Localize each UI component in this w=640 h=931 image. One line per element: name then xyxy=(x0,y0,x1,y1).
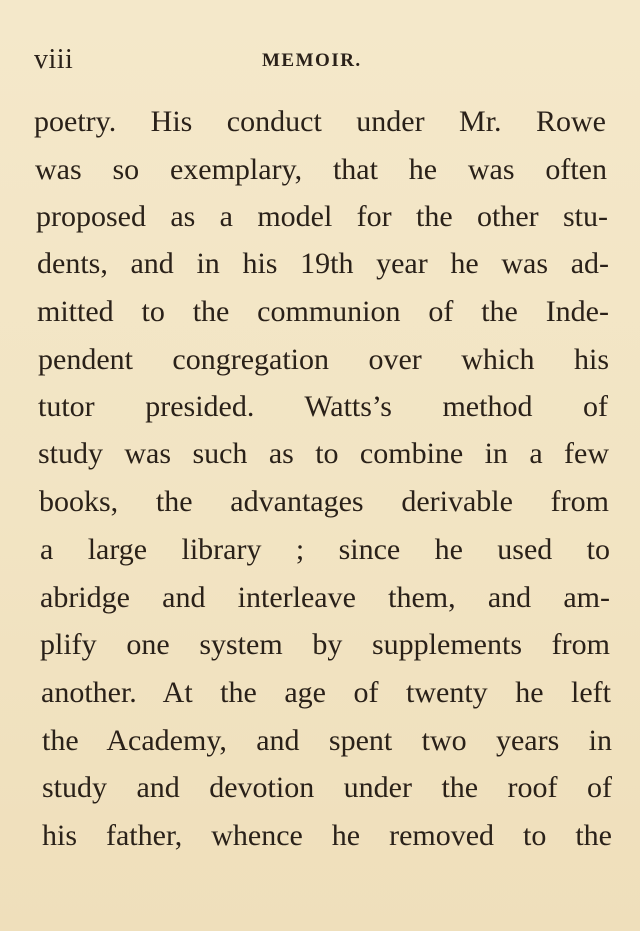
text-line: was so exemplary, that he was often xyxy=(35,153,607,186)
text-line: dents, and in his 19th year he was ad- xyxy=(37,247,609,280)
text-line: study was such as to combine in a few xyxy=(38,437,609,470)
text-line: his father, whence he removed to the xyxy=(42,819,612,852)
text-line: poetry. His conduct under Mr. Rowe xyxy=(34,105,606,138)
text-line: books, the advantages derivable from xyxy=(39,485,609,518)
text-line: mitted to the communion of the Inde- xyxy=(37,295,609,328)
text-line: pendent congregation over which his xyxy=(38,343,609,376)
running-head xyxy=(0,42,640,78)
running-title: MEMOIR. xyxy=(262,50,362,71)
text-line: abridge and interleave them, and am- xyxy=(40,581,610,614)
text-line: plify one system by supplements from xyxy=(40,628,610,661)
text-line: study and devotion under the roof of xyxy=(42,771,612,804)
text-line: another. At the age of twenty he left xyxy=(41,676,611,709)
text-line: a large library ; since he used to xyxy=(40,533,610,566)
text-line: the Academy, and spent two years in xyxy=(42,724,612,757)
page-number: viii xyxy=(34,44,74,75)
text-line: proposed as a model for the other stu- xyxy=(36,200,608,233)
text-line: tutor presided. Watts’s method of xyxy=(38,390,608,423)
